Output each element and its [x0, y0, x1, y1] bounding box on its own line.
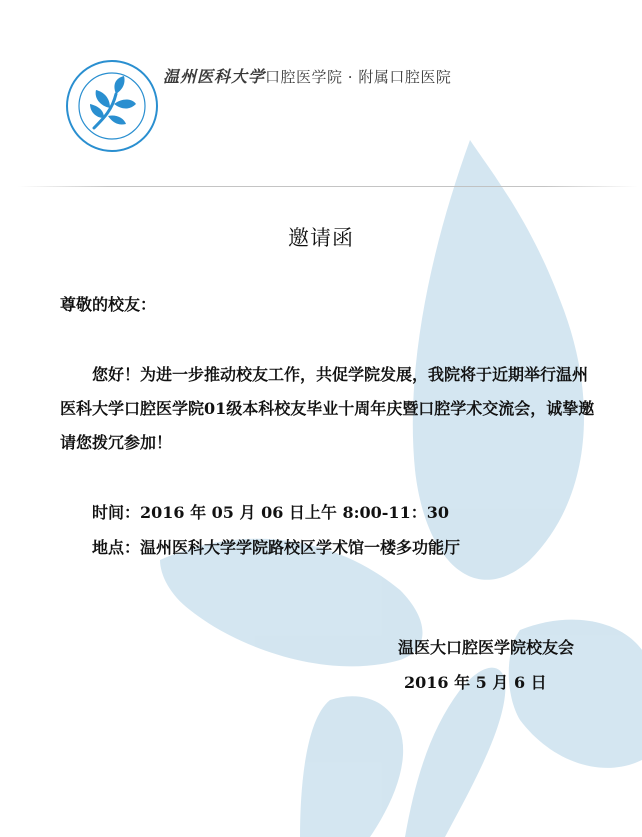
school-name-calligraphy: 温州医科大学: [163, 67, 266, 86]
event-time: 时间：2016 年 05 月 06 日上午 8:00-11：30: [92, 503, 449, 522]
school-name-rest: 口腔医学院 · 附属口腔医院: [265, 68, 452, 86]
signature: 温医大口腔医学院校友会: [398, 638, 575, 657]
salutation: 尊敬的校友：: [60, 295, 157, 314]
school-name: [163, 64, 451, 87]
school-logo-icon: [64, 58, 160, 154]
header-divider: [18, 186, 638, 187]
letter-title: 邀请函: [288, 226, 354, 250]
letter-body: 您好！为进一步推动校友工作，共促学院发展，我院将于近期举行温州医科大学口腔医学院01级本科校友毕业十周年庆暨口腔学术交流会，诚挚邀请您拨冗参加！: [60, 365, 595, 452]
signature-date: 2016 年 5 月 6 日: [404, 673, 547, 692]
event-place: 地点：温州医科大学学院路校区学术馆一楼多功能厅: [92, 538, 461, 557]
letterhead: [0, 0, 642, 190]
